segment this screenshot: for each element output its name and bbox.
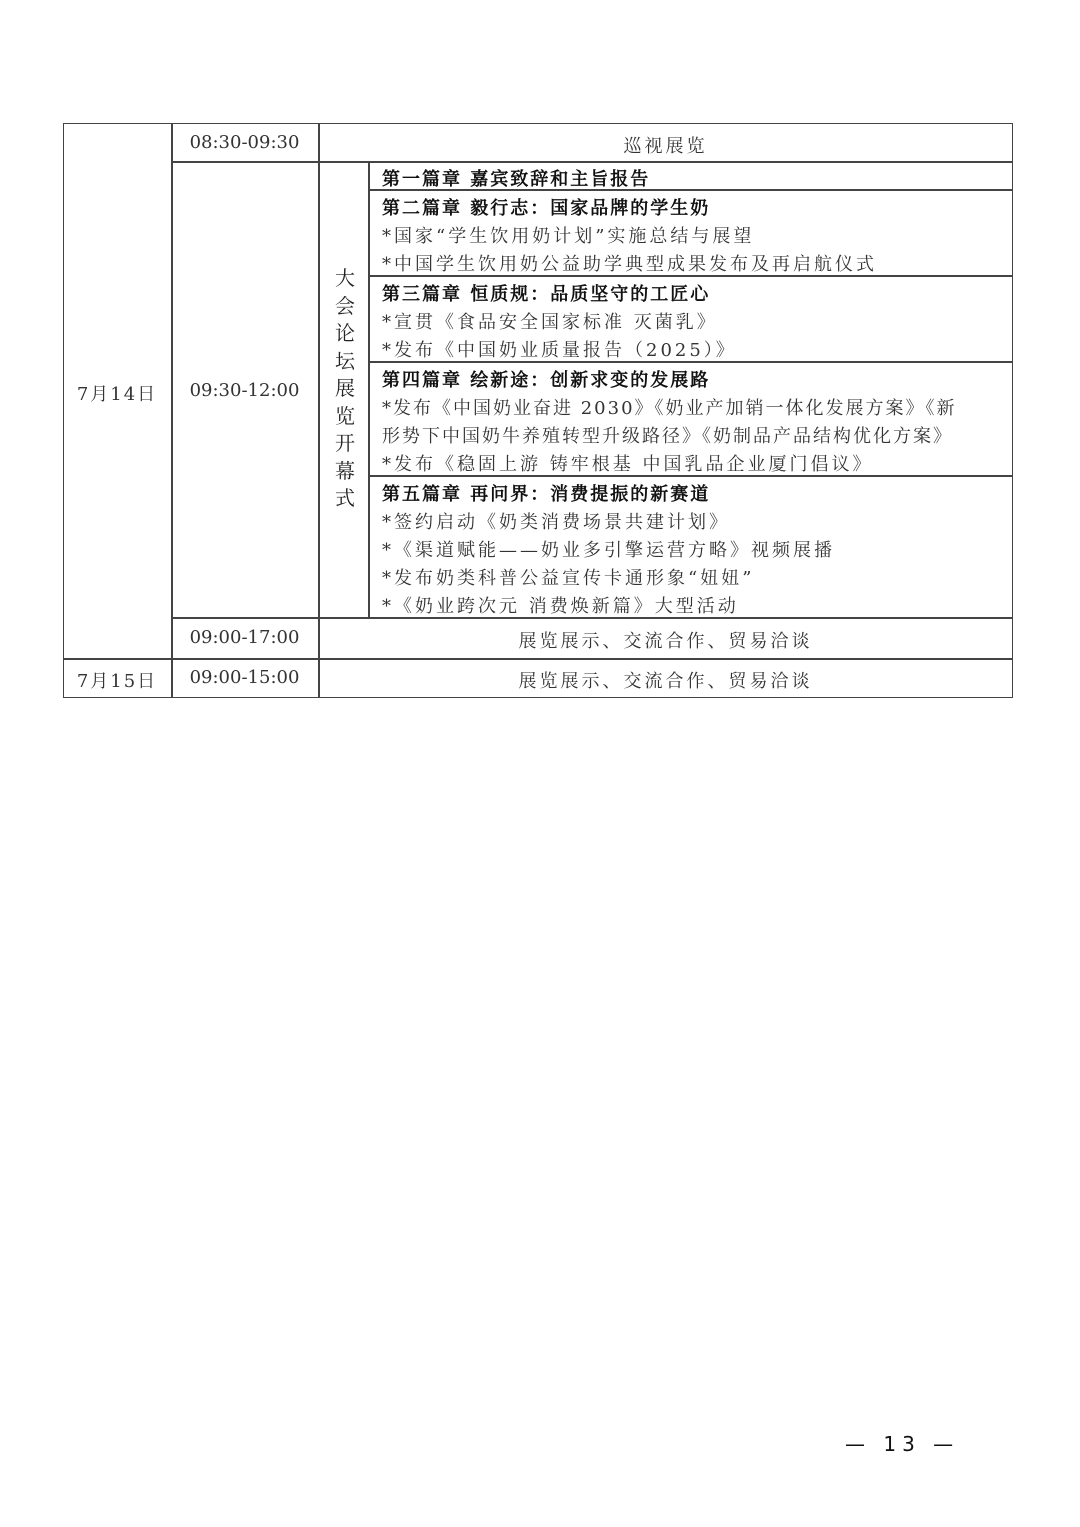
chapter-item: *国家“学生饮用奶计划”实施总结与展望 (382, 226, 755, 247)
activity-cell: 巡视展览 (623, 136, 708, 157)
chapter-item: *发布《稳固上游 铸牢根基 中国乳品企业厦门倡议》 (382, 454, 874, 475)
page-number: — 13 — (845, 1432, 960, 1456)
activity-cell: 展览展示、交流合作、贸易洽谈 (518, 671, 813, 692)
activity-cell: 展览展示、交流合作、贸易洽谈 (518, 631, 813, 652)
chapter-item: *《渠道赋能——奶业多引擎运营方略》视频展播 (382, 540, 835, 561)
time-cell: 08:30-09:30 (189, 132, 300, 153)
chapter-item: *《奶业跨次元 消费焕新篇》大型活动 (382, 596, 739, 617)
chapter-item: *发布《中国奶业奋进 2030》《奶业产加销一体化发展方案》《新 (382, 398, 957, 419)
chapter-item: *宣贯《食品安全国家标准 灭菌乳》 (382, 312, 718, 333)
time-cell: 09:00-17:00 (189, 627, 300, 648)
divider (318, 123, 320, 698)
chapter-item: *签约启动《奶类消费场景共建计划》 (382, 512, 730, 533)
chapter-title: 第五篇章 再问界：消费提振的新赛道 (382, 484, 711, 505)
divider (171, 123, 173, 698)
chapter-item: *中国学生饮用奶公益助学典型成果发布及再启航仪式 (382, 254, 877, 275)
date-cell: 7月15日 (76, 671, 158, 692)
chapter-item: *发布《中国奶业质量报告（2025）》 (382, 340, 737, 361)
chapter-title: 第二篇章 毅行志：国家品牌的学生奶 (382, 198, 711, 219)
chapter-item: 形势下中国奶牛养殖转型升级路径》《奶制品产品结构优化方案》 (382, 426, 953, 447)
date-cell: 7月14日 (76, 384, 158, 405)
divider (368, 162, 370, 618)
chapter-title: 第一篇章 嘉宾致辞和主旨报告 (382, 169, 651, 190)
divider (63, 658, 1013, 660)
divider (171, 161, 1013, 163)
chapter-item: *发布奶类科普公益宣传卡通形象“妞妞” (382, 568, 755, 589)
chapter-title: 第三篇章 恒质规：品质坚守的工匠心 (382, 284, 711, 305)
session-label-vertical: 大 会 论 坛 展 览 开 幕 式 (335, 266, 355, 510)
time-cell: 09:30-12:00 (189, 380, 300, 401)
time-cell: 09:00-15:00 (189, 667, 300, 688)
chapter-title: 第四篇章 绘新途：创新求变的发展路 (382, 370, 711, 391)
